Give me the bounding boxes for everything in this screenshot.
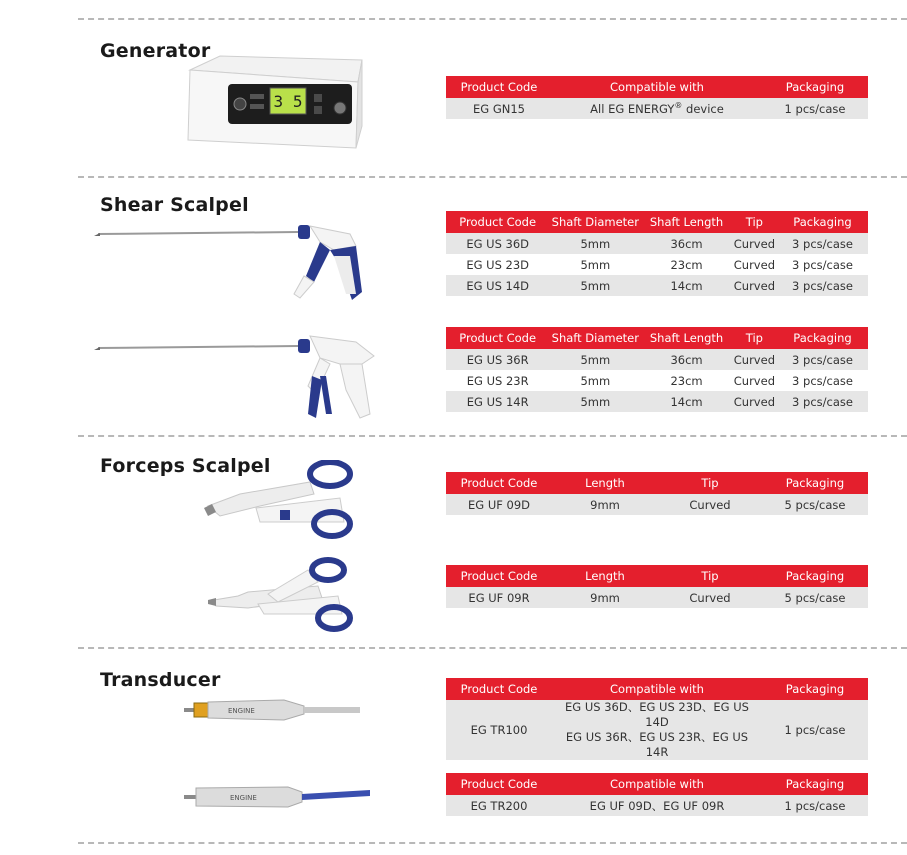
- packaging: 3 pcs/case: [777, 370, 868, 391]
- shear-scalpel-36d-image: [94, 216, 384, 304]
- product-code: EG UF 09D: [446, 494, 552, 515]
- transducer-brand-label: ENGINE: [228, 707, 255, 715]
- shear-scalpel-table-d: [446, 211, 868, 296]
- col-header: Tip: [658, 565, 762, 587]
- forceps-scalpel-table-d: [446, 472, 868, 515]
- generator-lcd-readout: 3 5: [273, 92, 303, 111]
- packaging: 3 pcs/case: [777, 275, 868, 296]
- table-row: [446, 254, 868, 275]
- col-header: Product Code: [446, 472, 552, 494]
- product-code: EG GN15: [446, 98, 552, 119]
- shear-scalpel-36r-image: [94, 330, 384, 422]
- shaft-diameter: 5mm: [549, 233, 641, 254]
- shaft-length: 14cm: [641, 275, 731, 296]
- col-header: Packaging: [762, 678, 868, 700]
- col-header: Tip: [732, 327, 777, 349]
- col-header: Packaging: [777, 211, 868, 233]
- packaging: 3 pcs/case: [777, 391, 868, 412]
- col-header: Packaging: [777, 327, 868, 349]
- tip: Curved: [658, 494, 762, 515]
- packaging: 1 pcs/case: [762, 98, 868, 119]
- section-divider: [78, 842, 907, 844]
- shaft-diameter: 5mm: [549, 275, 641, 296]
- packaging: 3 pcs/case: [777, 233, 868, 254]
- col-header: Shaft Length: [641, 211, 731, 233]
- shaft-length: 23cm: [641, 254, 731, 275]
- table-row: [446, 795, 868, 816]
- col-header: Compatible with: [552, 678, 762, 700]
- packaging: 3 pcs/case: [777, 349, 868, 370]
- col-header: Product Code: [446, 773, 552, 795]
- shaft-diameter: 5mm: [549, 391, 641, 412]
- col-header: Length: [552, 472, 658, 494]
- shaft-length: 36cm: [641, 233, 731, 254]
- forceps-scalpel-table-r: [446, 565, 868, 608]
- col-header: Tip: [732, 211, 777, 233]
- length: 9mm: [552, 587, 658, 608]
- product-code: EG US 36R: [446, 349, 549, 370]
- product-code: EG UF 09R: [446, 587, 552, 608]
- shaft-diameter: 5mm: [549, 370, 641, 391]
- col-header: Compatible with: [552, 773, 762, 795]
- section-divider: [78, 435, 907, 437]
- section-title-forceps-scalpel: Forceps Scalpel: [100, 455, 271, 477]
- compatible-with: All EG ENERGY® device: [552, 98, 762, 119]
- packaging: 3 pcs/case: [777, 254, 868, 275]
- col-header: Shaft Length: [641, 327, 731, 349]
- product-code: EG US 14D: [446, 275, 549, 296]
- transducer-table-tr200: [446, 773, 868, 816]
- forceps-scalpel-09r-image: [208, 556, 358, 634]
- shaft-length: 36cm: [641, 349, 731, 370]
- tip: Curved: [732, 233, 777, 254]
- packaging: 1 pcs/case: [762, 700, 868, 760]
- col-header: Packaging: [762, 773, 868, 795]
- shaft-diameter: 5mm: [549, 349, 641, 370]
- tip: Curved: [732, 254, 777, 275]
- col-header: Tip: [658, 472, 762, 494]
- shaft-length: 14cm: [641, 391, 731, 412]
- transducer-tr100-image: [184, 696, 364, 726]
- col-header: Product Code: [446, 678, 552, 700]
- col-header: Packaging: [762, 76, 868, 98]
- col-header: Product Code: [446, 76, 552, 98]
- product-code: EG US 23D: [446, 254, 549, 275]
- shear-scalpel-table-r: [446, 327, 868, 412]
- table-row: [446, 700, 868, 760]
- section-divider: [78, 647, 907, 649]
- col-header: Packaging: [762, 565, 868, 587]
- forceps-scalpel-09d-image: [200, 460, 360, 542]
- table-row: [446, 370, 868, 391]
- col-header: Shaft Diameter: [549, 211, 641, 233]
- packaging: 5 pcs/case: [762, 494, 868, 515]
- product-code: EG US 14R: [446, 391, 549, 412]
- generator-image: [180, 52, 370, 152]
- table-row: [446, 233, 868, 254]
- col-header: Product Code: [446, 211, 549, 233]
- col-header: Shaft Diameter: [549, 327, 641, 349]
- table-row: [446, 391, 868, 412]
- table-row: [446, 275, 868, 296]
- table-row: [446, 494, 868, 515]
- transducer-brand-label: ENGINE: [230, 794, 257, 802]
- col-header: Product Code: [446, 565, 552, 587]
- section-title-transducer: Transducer: [100, 669, 221, 691]
- packaging: 1 pcs/case: [762, 795, 868, 816]
- tip: Curved: [732, 349, 777, 370]
- section-title-generator: Generator: [100, 40, 211, 62]
- col-header: Length: [552, 565, 658, 587]
- compatible-with: EG UF 09D、EG UF 09R: [552, 795, 762, 816]
- table-row: [446, 587, 868, 608]
- shaft-diameter: 5mm: [549, 254, 641, 275]
- tip: Curved: [732, 391, 777, 412]
- transducer-table-tr100: [446, 678, 868, 760]
- tip: Curved: [658, 587, 762, 608]
- col-header: Product Code: [446, 327, 549, 349]
- shaft-length: 23cm: [641, 370, 731, 391]
- section-divider: [78, 176, 907, 178]
- compatible-with: EG US 36D、EG US 23D、EG US 14D EG US 36R、EG US 23R、EG US 14R: [552, 700, 762, 760]
- table-row: [446, 349, 868, 370]
- tip: Curved: [732, 275, 777, 296]
- transducer-tr200-image: [184, 784, 374, 810]
- table-row: [446, 98, 868, 119]
- generator-table: [446, 76, 868, 119]
- product-code: EG US 36D: [446, 233, 549, 254]
- product-code: EG US 23R: [446, 370, 549, 391]
- product-code: EG TR200: [446, 795, 552, 816]
- product-code: EG TR100: [446, 700, 552, 760]
- col-header: Packaging: [762, 472, 868, 494]
- length: 9mm: [552, 494, 658, 515]
- col-header: Compatible with: [552, 76, 762, 98]
- tip: Curved: [732, 370, 777, 391]
- section-title-shear-scalpel: Shear Scalpel: [100, 194, 249, 216]
- section-divider: [78, 18, 907, 20]
- packaging: 5 pcs/case: [762, 587, 868, 608]
